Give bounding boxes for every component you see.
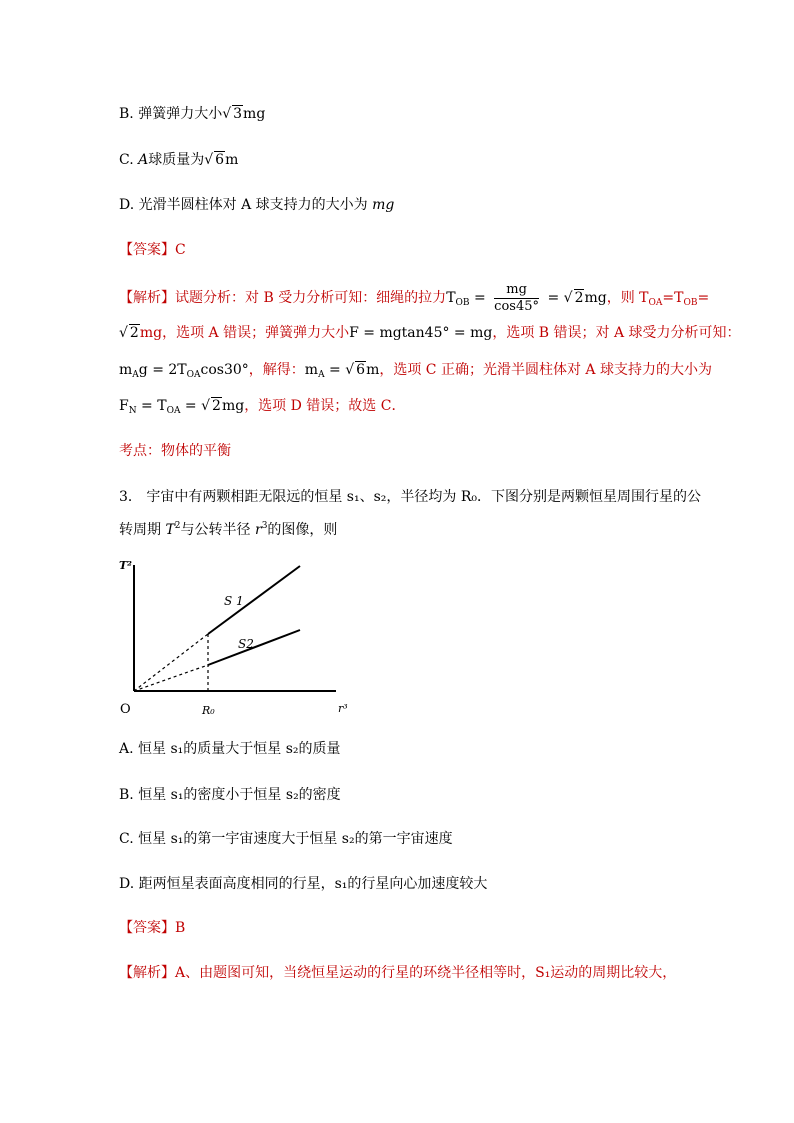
- sqrt-symbol: √ 2: [563, 290, 584, 306]
- x-axis-label: r³: [338, 702, 348, 715]
- question-3-line-1: 3． 宇宙中有两颗相距无限远的恒星 s₁、s₂，半径均为 R₀．下图分别是两颗恒星周围行星的公: [119, 489, 702, 505]
- s2-label: S2: [238, 637, 254, 651]
- sqrt-symbol: √ 3: [222, 106, 243, 122]
- s1-label: S 1: [224, 594, 244, 608]
- y-axis-label: T²: [119, 559, 133, 572]
- s1-line: [208, 566, 300, 634]
- question-3-line-2: 转周期 $T^2$与公转半径 $r^3$的图像，则: [119, 521, 338, 538]
- analysis-2-line-1: 【解析】A、由题图可知，当绕恒星运动的行星的环绕半径相等时，S₁运动的周期比较大，: [119, 965, 677, 981]
- option-d: D. 光滑半圆柱体对 A 球支持力的大小为 mg: [119, 197, 395, 213]
- r0-label: R₀: [202, 704, 215, 717]
- fraction: $\frac{mg}{\cos 45^\circ}$: [494, 281, 539, 314]
- analysis-1-line-1: 【解析】试题分析：对 B 受力分析可知：细绳的拉力$T_{OB}$ = $\frac{mg}{\cos 45^\circ}$ = √ 2mg，则 $T_{OA}=T_{OB}=$: [119, 281, 710, 314]
- sqrt-symbol: √ 6: [345, 362, 366, 378]
- t2-r3-diagram: [114, 553, 364, 723]
- analysis-1-line-2: √ 2mg，选项 A 错误；弹簧弹力大小F = mgtan45° = mg，选项 B 错误；对 A 球受力分析可知：: [119, 325, 741, 341]
- q3-option-b: B. 恒星 s₁的密度小于恒星 s₂的密度: [119, 787, 341, 803]
- q3-option-c: C. 恒星 s₁的第一宇宙速度大于恒星 s₂的第一宇宙速度: [119, 831, 453, 847]
- answer-2: 【答案】B: [119, 920, 186, 936]
- analysis-1-line-3: $m_Ag = 2T_{OA}\cos 30^\circ$，解得：$m_A$ = √ 6m，选项 C 正确；光滑半圆柱体对 A 球支持力的大小为: [119, 362, 712, 380]
- sqrt-symbol: √ 2: [119, 325, 139, 341]
- kaodian: 考点：物体的平衡: [119, 443, 231, 459]
- q3-option-a: A. 恒星 s₁的质量大于恒星 s₂的质量: [119, 741, 341, 757]
- option-c: C. A球质量为√ 6m: [119, 152, 239, 168]
- s2-dashed-extension: [134, 665, 208, 691]
- origin-label: O: [120, 702, 131, 717]
- s1-dashed-extension: [134, 634, 208, 691]
- s2-line: [208, 630, 300, 665]
- q3-option-d: D. 距两恒星表面高度相同的行星，s₁的行星向心加速度较大: [119, 876, 488, 892]
- option-b: B. 弹簧弹力大小√ 3mg: [119, 106, 266, 122]
- analysis-1-line-4: $F_N = T_{OA}$ = √ 2mg，选项 D 错误；故选 C．: [119, 398, 406, 416]
- answer-1: 【答案】C: [119, 242, 186, 258]
- sqrt-symbol: √ 6: [204, 152, 225, 168]
- sqrt-symbol: √ 2: [201, 398, 221, 414]
